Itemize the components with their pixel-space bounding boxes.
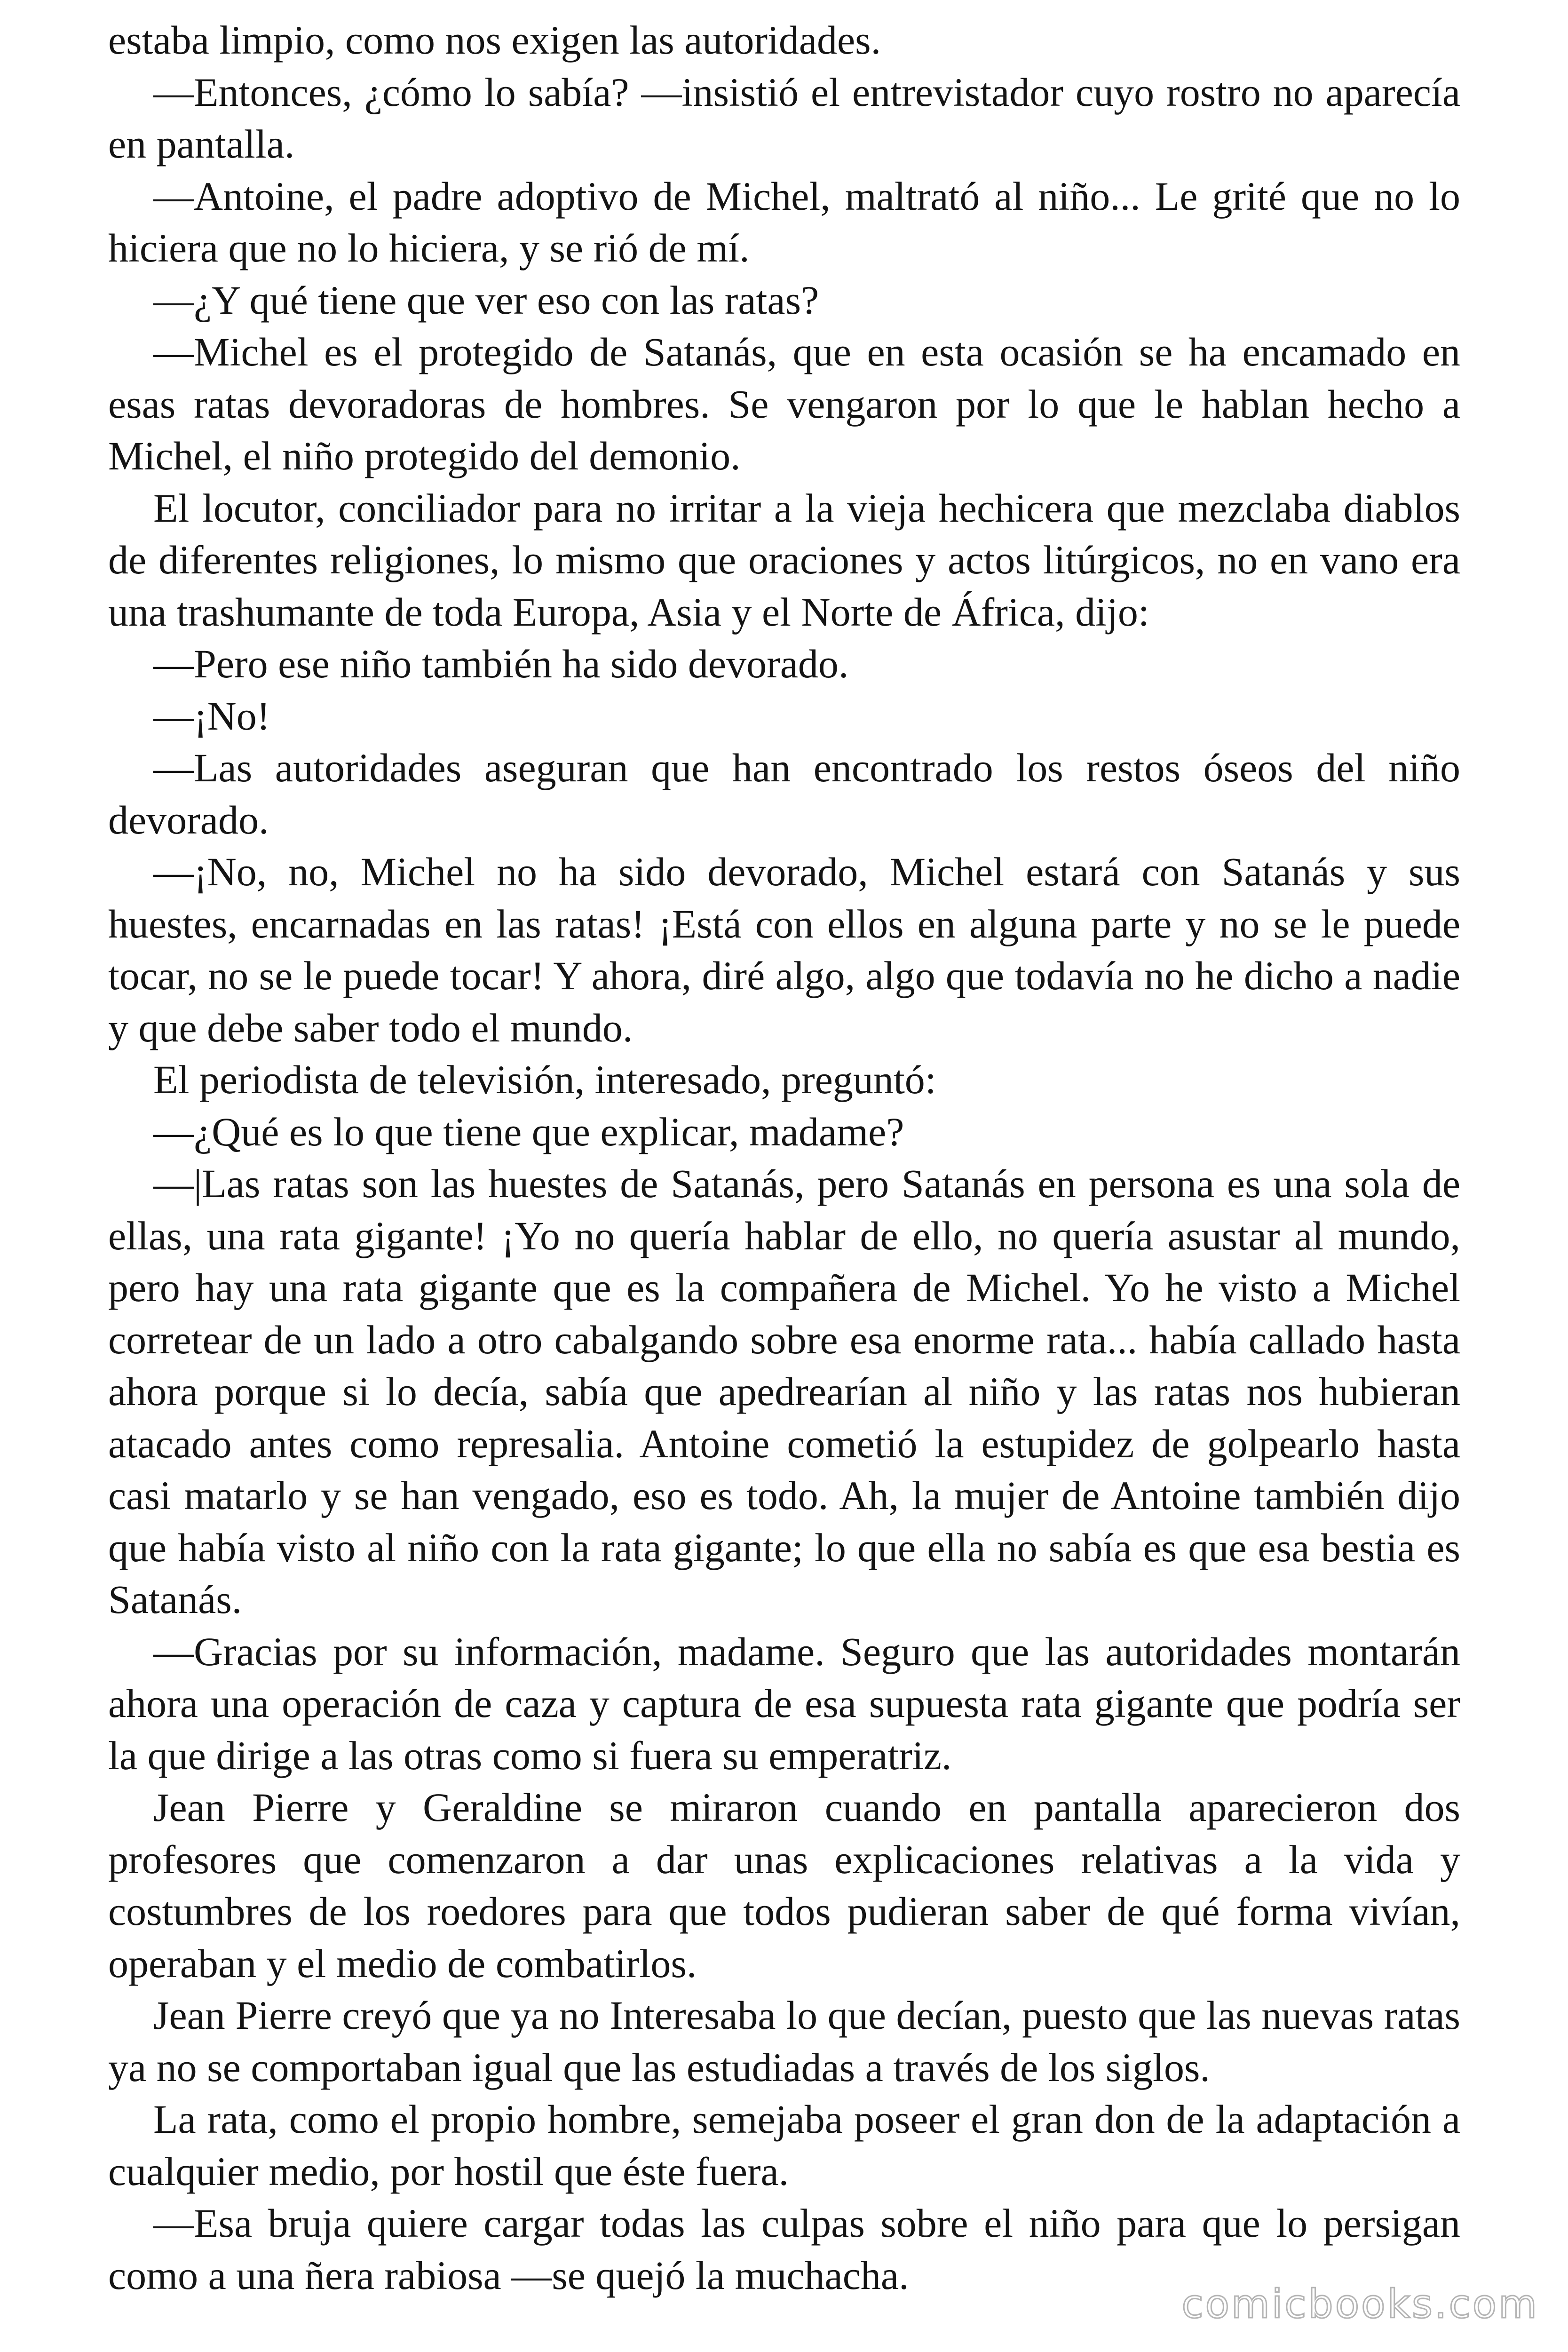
paragraph-2: —Entonces, ¿cómo lo sabía? —insistió el entrevistador cuyo rostro no aparecía en pantalla. <box>108 69 1460 167</box>
paragraph-16: Jean Pierre creyó que ya no Interesaba lo que decían, puesto que las nuevas ratas ya no se comportaban igual que las estudiadas a través de los siglos. <box>108 1993 1460 2090</box>
paragraph-9: —Las autoridades aseguran que han encontrado los restos óseos del niño devorado. <box>108 745 1460 842</box>
paragraph-15: Jean Pierre y Geraldine se miraron cuando en pantalla aparecieron dos profesores que comenzaron a dar unas explicaciones relativas a la vida y costumbres de los roedores para que todos pudieran saber de qué forma vivían, operaban y el medio de combatirlos. <box>108 1785 1460 1986</box>
paragraph-14: —Gracias por su información, madame. Seguro que las autoridades montarán ahora una operación de caza y captura de esa supuesta rata gigante que podría ser la que dirige a las otras como si fuera su emperatriz. <box>108 1629 1460 1778</box>
paragraph-8: —¡No! <box>153 693 270 739</box>
paragraph-3: —Antoine, el padre adoptivo de Michel, maltrató al niño... Le grité que no lo hiciera que no lo hiciera, y se rió de mí. <box>108 173 1460 270</box>
paragraph-5: —Michel es el protegido de Satanás, que en esta ocasión se ha encamado en esas ratas devoradoras de hombres. Se vengaron por lo que le hablan hecho a Michel, el niño protegido del demonio. <box>108 329 1460 478</box>
paragraph-17: La rata, como el propio hombre, semejaba poseer el gran don de la adaptación a cualquier medio, por hostil que éste fuera. <box>108 2097 1460 2194</box>
paragraph-10: —¡No, no, Michel no ha sido devorado, Michel estará con Satanás y sus huestes, encarnadas en las ratas! ¡Está con ellos en alguna parte y no se le puede tocar, no se le puede tocar! Y ahora, diré algo, algo que todavía no he dicho a nadie y que debe saber todo el mundo. <box>108 849 1460 1050</box>
paragraph-4: —¿Y qué tiene que ver eso con las ratas? <box>153 277 819 323</box>
paragraph-13: —|Las ratas son las huestes de Satanás, pero Satanás en persona es una sola de ellas, una rata gigante! ¡Yo no quería hablar de ello, no quería asustar al mundo, pero hay una rata gigante que es la compañera de Michel. Yo he visto a Michel corretear de un lado a otro cabalgando sobre esa enorme rata... había callado hasta ahora porque si lo decía, sabía que apedrearían al niño y las ratas nos hubieran atacado antes como represalia. Antoine cometió la estupidez de golpearlo hasta casi matarlo y se han vengado, eso es todo. Ah, la mujer de Antoine también dijo que había visto al niño con la rata gigante; lo que ella no sabía es que esa bestia es Satanás. <box>108 1161 1460 1622</box>
paragraph-6: El locutor, conciliador para no irritar a la vieja hechicera que mezclaba diablos de diferentes religiones, lo mismo que oraciones y actos litúrgicos, no en vano era una trashumante de toda Europa, Asia y el Norte de África, dijo: <box>108 485 1460 635</box>
paragraph-7: —Pero ese niño también ha sido devorado. <box>153 641 849 686</box>
paragraph-18: —Esa bruja quiere cargar todas las culpas sobre el niño para que lo persigan como a una ñera rabiosa —se quejó la muchacha. <box>108 2201 1460 2298</box>
page-body <box>108 14 1460 2301</box>
paragraph-11: El periodista de televisión, interesado, preguntó: <box>153 1057 936 1102</box>
paragraph-12: —¿Qué es lo que tiene que explicar, madame? <box>153 1109 904 1154</box>
watermark: comicbooks.com <box>1181 2281 1539 2327</box>
paragraph-1: estaba limpio, como nos exigen las autoridades. <box>108 17 881 63</box>
